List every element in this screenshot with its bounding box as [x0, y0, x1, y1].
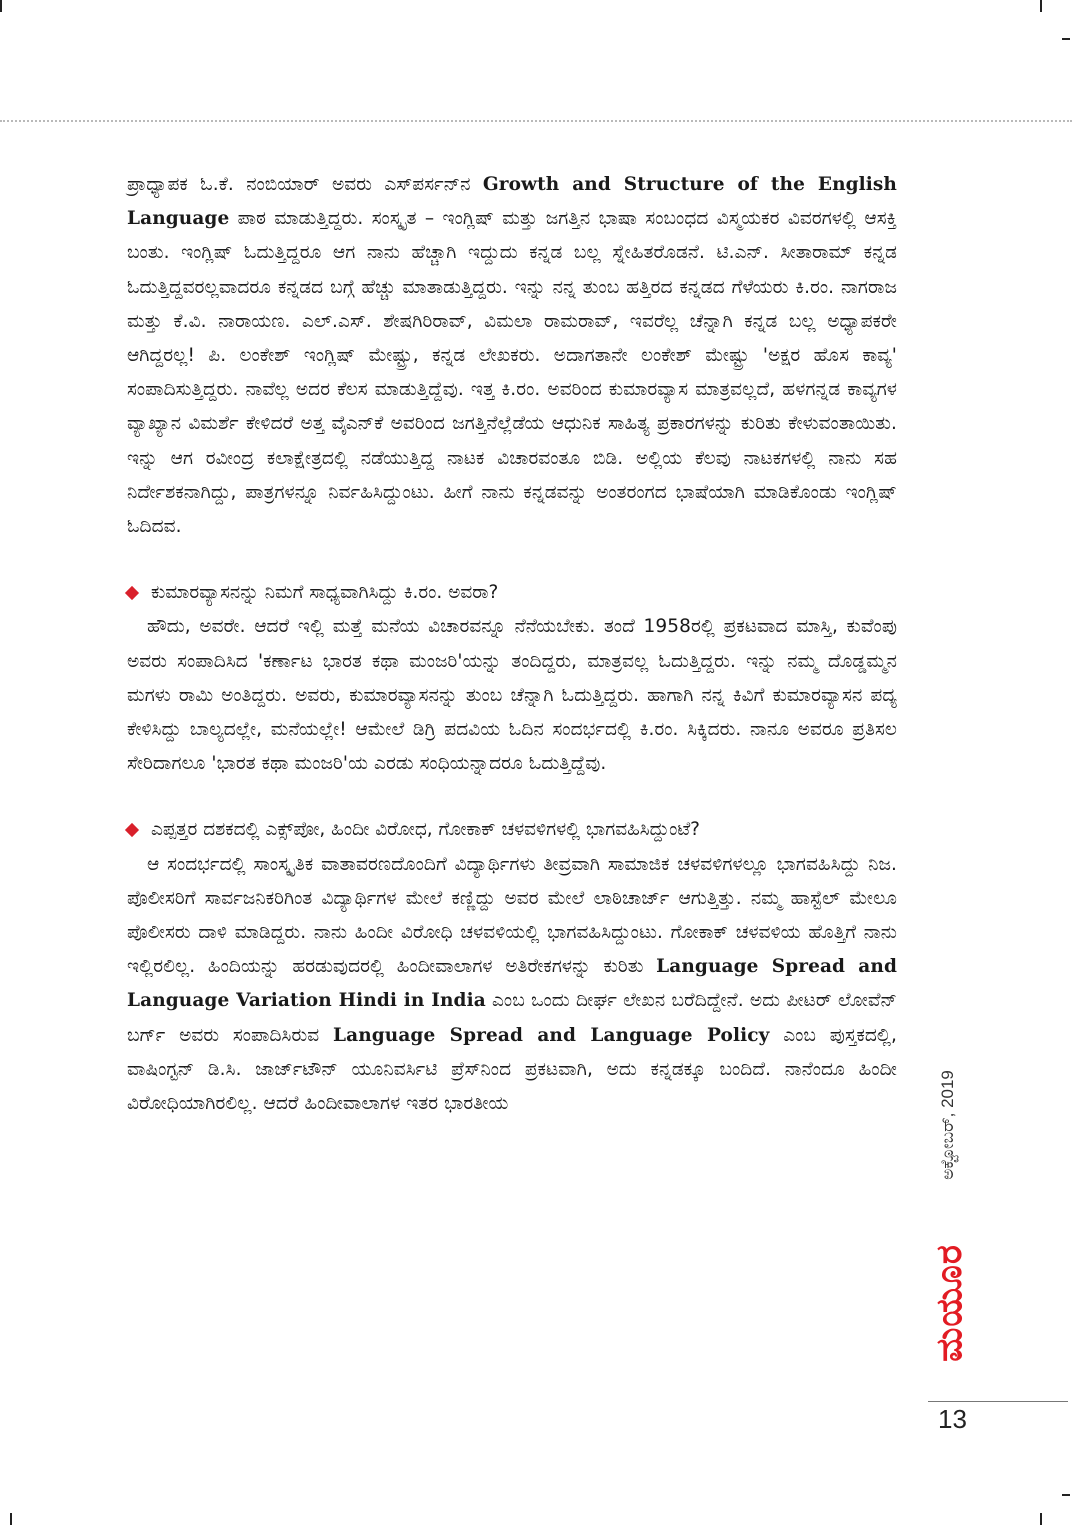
question-text: ಎಪ್ಪತ್ತರ ದಶಕದಲ್ಲಿ ಎಕ್ಸ್‌ಪೋ, ಹಿಂದೀ ವಿರೋಧ, ಗೋಕಾಕ್ ಚಳವಳಿಗಳಲ್ಲಿ ಭಾಗವಹಿಸಿದ್ದುಂಟೆ?	[151, 819, 701, 841]
magazine-logo	[928, 1218, 972, 1388]
question-2	[127, 813, 897, 847]
issue-date	[928, 1070, 968, 1180]
crop-mark-bottom-left	[10, 1513, 12, 1525]
text-run: ಪ್ರಾಧ್ಯಾಪಕ ಓ.ಕೆ. ನಂಬಿಯಾರ್ ಅವರು ಎಸ್‌ಪರ್ಸನ್‌ನ	[127, 174, 483, 195]
page-number: 13	[938, 1404, 967, 1434]
article-body	[127, 168, 897, 1121]
question-1	[127, 576, 897, 610]
crop-mark-bottom-right	[1040, 1513, 1042, 1525]
crop-mark-right-upper	[1062, 38, 1070, 40]
red-diamond-icon	[125, 586, 139, 600]
page-number-rule	[928, 1401, 1068, 1402]
text-run: ಎಂಬ ಪುಸ್ತಕದಲ್ಲಿ, ವಾಷಿಂಗ್ಟನ್ ಡಿ.ಸಿ. ಜಾರ್ಜ್‌ಟೌನ್ ಯೂನಿವರ್ಸಿಟಿ ಪ್ರೆಸ್‌ನಿಂದ ಪ್ರಕಟವಾಗಿ, ಅದು ಕನ್ನಡಕ್ಕೂ ಬಂದಿದೆ. ನಾನೆಂದೂ ಹಿಂದೀ ವಿರೋಧಿಯಾಗಿರಲಿಲ್ಲ. ಆದರೆ ಹಿಂದೀವಾಲಾಗಳ ಇತರ ಭಾರತೀಯ	[127, 1024, 897, 1115]
crop-mark-right-lower	[1062, 1494, 1070, 1496]
article-title: Language Spread and Language Variation Hindi in India	[127, 956, 897, 1012]
red-diamond-icon	[125, 823, 139, 837]
answer-1	[127, 610, 897, 781]
issue-date-text: ಅಕ್ಟೋಬರ್, 2019	[938, 1070, 957, 1180]
answer-text: ಹೌದು, ಅವರೇ. ಆದರೆ ಇಲ್ಲಿ ಮತ್ತೆ ಮನೆಯ ವಿಚಾರವನ್ನೂ ನೆನೆಯಬೇಕು. ತಂದೆ 1958ರಲ್ಲಿ ಪ್ರಕಟವಾದ ಮಾಸ್ತಿ, ಕುವೆಂಪು ಅವರು ಸಂಪಾದಿಸಿದ 'ಕರ್ಣಾಟ ಭಾರತ ಕಥಾ ಮಂಜರಿ'ಯನ್ನು ತಂದಿದ್ದರು, ಮಾತ್ರವಲ್ಲ ಓದುತ್ತಿದ್ದರು. ಇನ್ನು ನಮ್ಮ ದೊಡ್ಡಮ್ಮನ ಮಗಳು ರಾಮಿ ಅಂತಿದ್ದರು. ಅವರು, ಕುಮಾರವ್ಯಾಸನನ್ನು ತುಂಬ ಚೆನ್ನಾಗಿ ಓದುತ್ತಿದ್ದರು. ಹಾಗಾಗಿ ನನ್ನ ಕಿವಿಗೆ ಕುಮಾರವ್ಯಾಸನ ಪದ್ಯ ಕೇಳಿಸಿದ್ದು ಬಾಲ್ಯದಲ್ಲೇ, ಮನೆಯಲ್ಲೇ! ಆಮೇಲೆ ಡಿಗ್ರಿ ಪದವಿಯ ಓದಿನ ಸಂದರ್ಭದಲ್ಲಿ ಕಿ.ರಂ. ಸಿಕ್ಕಿದರು. ನಾನೂ ಅವರೂ ಪ್ರತಿಸಲ ಸೇರಿದಾಗಲೂ 'ಭಾರತ ಕಥಾ ಮಂಜರಿ'ಯ ಎರಡು ಸಂಧಿಯನ್ನಾದರೂ ಓದುತ್ತಿದ್ದೆವು.	[127, 616, 897, 775]
crop-mark-top-left	[0, 0, 2, 12]
crop-mark-top-right	[1040, 0, 1042, 12]
magazine-logo-text: ಮಯೂರ	[929, 1244, 970, 1362]
answer-2	[127, 848, 897, 1122]
text-run: ಎಂಬ ಒಂದು ದೀರ್ಘ ಲೇಖನ ಬರೆದಿದ್ದೇನೆ. ಅದು ಪೀಟರ್ ಲೋವೆನ್ ಬರ್ಗ್ ಅವರು ಸಂಪಾದಿಸಿರುವ	[127, 990, 898, 1046]
text-run: ಆ ಸಂದರ್ಭದಲ್ಲಿ ಸಾಂಸ್ಕೃತಿಕ ವಾತಾವರಣದೊಂದಿಗೆ ವಿದ್ಯಾರ್ಥಿಗಳು ತೀವ್ರವಾಗಿ ಸಾಮಾಜಿಕ ಚಳವಳಿಗಳಲ್ಲೂ ಭಾಗವಹಿಸಿದ್ದು ನಿಜ. ಪೊಲೀಸರಿಗೆ ಸಾರ್ವಜನಿಕರಿಗಿಂತ ವಿದ್ಯಾರ್ಥಿಗಳ ಮೇಲೆ ಕಣ್ಣಿದ್ದು ಅವರ ಮೇಲೆ ಲಾಠಿಚಾರ್ಜ್ ಆಗುತ್ತಿತ್ತು. ನಮ್ಮ ಹಾಸ್ಟೆಲ್ ಮೇಲೂ ಪೊಲೀಸರು ದಾಳಿ ಮಾಡಿದ್ದರು. ನಾನು ಹಿಂದೀ ವಿರೋಧಿ ಚಳವಳಿಯಲ್ಲಿ ಭಾಗವಹಿಸಿದ್ದುಂಟು. ಗೋಕಾಕ್ ಚಳವಳಿಯ ಹೊತ್ತಿಗೆ ನಾನು ಇಲ್ಲಿರಲಿಲ್ಲ. ಹಿಂದಿಯನ್ನು ಹರಡುವುದರಲ್ಲಿ ಹಿಂದೀವಾಲಾಗಳ ಅತಿರೇಕಗಳನ್ನು ಕುರಿತು	[127, 853, 897, 978]
text-run: ಪಾಠ ಮಾಡುತ್ತಿದ್ದರು. ಸಂಸ್ಕೃತ – ಇಂಗ್ಲಿಷ್ ಮತ್ತು ಜಗತ್ತಿನ ಭಾಷಾ ಸಂಬಂಧದ ವಿಸ್ಮಯಕರ ವಿವರಗಳಲ್ಲಿ ಆಸಕ್ತಿ ಬಂತು. ಇಂಗ್ಲಿಷ್ ಓದುತ್ತಿದ್ದರೂ ಆಗ ನಾನು ಹೆಚ್ಚಾಗಿ ಇದ್ದುದು ಕನ್ನಡ ಬಲ್ಲ ಸ್ನೇಹಿತರೊಡನೆ. ಟಿ.ಎನ್. ಸೀತಾರಾಮ್ ಕನ್ನಡ ಓದುತ್ತಿದ್ದವರಲ್ಲವಾದರೂ ಕನ್ನಡದ ಬಗ್ಗೆ ಹೆಚ್ಚು ಮಾತಾಡುತ್ತಿದ್ದರು. ಇನ್ನು ನನ್ನ ತುಂಬ ಹತ್ತಿರದ ಕನ್ನಡದ ಗೆಳೆಯರು ಕಿ.ರಂ. ನಾಗರಾಜ ಮತ್ತು ಕೆ.ವಿ. ನಾರಾಯಣ. ಎಲ್.ಎಸ್. ಶೇಷಗಿರಿರಾವ್, ವಿಮಲಾ ರಾಮರಾವ್, ಇವರೆಲ್ಲ ಚೆನ್ನಾಗಿ ಕನ್ನಡ ಬಲ್ಲ ಅಧ್ಯಾಪಕರೇ ಆಗಿದ್ದರಲ್ಲ! ಪಿ. ಲಂಕೇಶ್ ಇಂಗ್ಲಿಷ್ ಮೇಷ್ಟ್ರು, ಕನ್ನಡ ಲೇಖಕರು. ಅದಾಗತಾನೇ ಲಂಕೇಶ್ ಮೇಷ್ಟ್ರು 'ಅಕ್ಷರ ಹೊಸ ಕಾವ್ಯ' ಸಂಪಾದಿಸುತ್ತಿದ್ದರು. ನಾವೆಲ್ಲ ಅದರ ಕೆಲಸ ಮಾಡುತ್ತಿದ್ದೆವು. ಇತ್ತ ಕಿ.ರಂ. ಅವರಿಂದ ಕುಮಾರವ್ಯಾಸ ಮಾತ್ರವಲ್ಲದೆ, ಹಳಗನ್ನಡ ಕಾವ್ಯಗಳ ವ್ಯಾಖ್ಯಾನ ವಿಮರ್ಶೆ ಕೇಳಿದರೆ ಅತ್ತ ವೈಎನ್‌ಕೆ ಅವರಿಂದ ಜಗತ್ತಿನೆಲ್ಲೆಡೆಯ ಆಧುನಿಕ ಸಾಹಿತ್ಯ ಪ್ರಕಾರಗಳನ್ನು ಕುರಿತು ಕೇಳುವಂತಾಯಿತು. ಇನ್ನು ಆಗ ರವೀಂದ್ರ ಕಲಾಕ್ಷೇತ್ರದಲ್ಲಿ ನಡೆಯುತ್ತಿದ್ದ ನಾಟಕ ವಿಚಾರವಂತೂ ಬಿಡಿ. ಅಲ್ಲಿಯ ಕೆಲವು ನಾಟಕಗಳಲ್ಲಿ ನಾನು ಸಹ ನಿರ್ದೇಶಕನಾಗಿದ್ದು, ಪಾತ್ರಗಳನ್ನೂ ನಿರ್ವಹಿಸಿದ್ದುಂಟು. ಹೀಗೆ ನಾನು ಕನ್ನಡವನ್ನು ಅಂತರಂಗದ ಭಾಷೆಯಾಗಿ ಮಾಡಿಕೊಂಡು ಇಂಗ್ಲಿಷ್ ಓದಿದವ.	[127, 208, 897, 538]
question-text: ಕುಮಾರವ್ಯಾಸನನ್ನು ನಿಮಗೆ ಸಾಧ್ಯವಾಗಿಸಿದ್ದು ಕಿ.ರಂ. ಅವರಾ?	[151, 582, 499, 604]
book-title: Language Spread and Language Policy	[333, 1024, 770, 1046]
paragraph-intro	[127, 168, 897, 544]
book-title: Growth and Structure of the English Language	[127, 174, 897, 230]
header-dotted-rule	[0, 120, 1072, 122]
